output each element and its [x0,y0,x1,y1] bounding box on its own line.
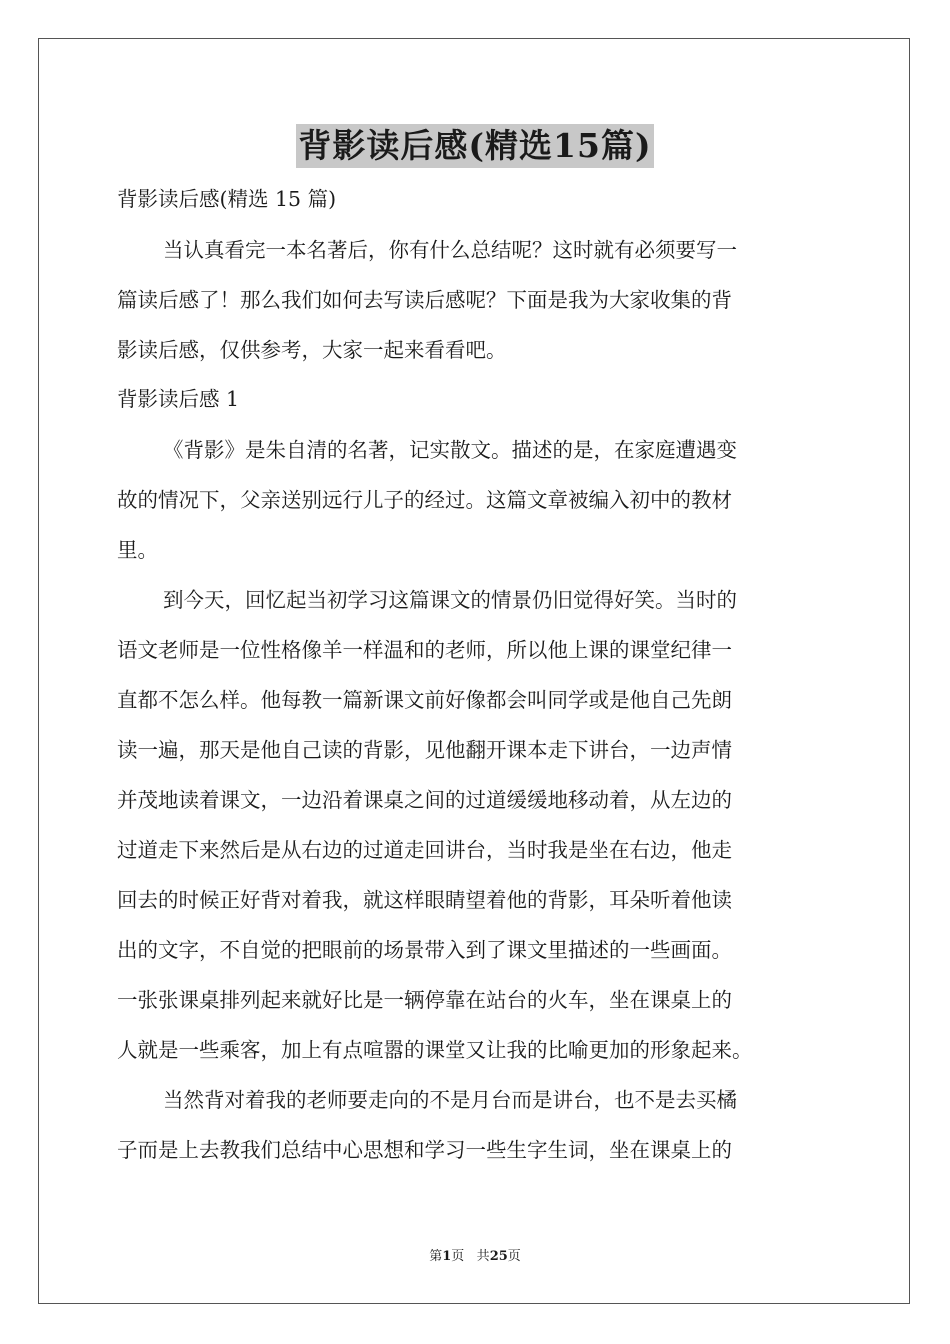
intro-line-2: 篇读后感了！那么我们如何去写读后感呢？下面是我为大家收集的背 [117,288,732,312]
paragraph1-line-2: 故的情况下，父亲送别远行儿子的经过。这篇文章被编入初中的教材 [117,488,732,512]
paragraph3-line-2: 子而是上去教我们总结中心思想和学习一些生字生词，坐在课桌上的 [117,1138,732,1162]
title-container [0,124,950,168]
footer-total-pages: 25 [489,1249,508,1264]
paragraph3-line-1: 当然背对着我的老师要走向的不是月台而是讲台，也不是去买橘 [163,1088,737,1112]
footer-total-prefix: 共 [476,1249,490,1264]
footer-page-prefix: 第 [429,1249,443,1264]
document-title: 背影读后感(精选15篇) [296,124,653,168]
footer-page-suffix: 页 [451,1249,465,1264]
paragraph2-line-8: 出的文字，不自觉的把眼前的场景带入到了课文里描述的一些画面。 [117,938,732,962]
paragraph1-line-3: 里。 [117,538,158,562]
paragraph2-line-6: 过道走下来然后是从右边的过道走回讲台，当时我是坐在右边，他走 [117,838,732,862]
paragraph2-line-3: 直都不怎么样。他每教一篇新课文前好像都会叫同学或是他自己先朗 [117,688,732,712]
paragraph2-line-7: 回去的时候正好背对着我，就这样眼睛望着他的背影，耳朵听着他读 [117,888,732,912]
paragraph2-line-9: 一张张课桌排列起来就好比是一辆停靠在站台的火车，坐在课桌上的 [117,988,732,1012]
paragraph2-line-4: 读一遍，那天是他自己读的背影，见他翻开课本走下讲台，一边声情 [117,738,732,762]
paragraph1-line-1: 《背影》是朱自清的名著，记实散文。描述的是，在家庭遭遇变 [163,438,737,462]
paragraph2-line-10: 人就是一些乘客，加上有点喧嚣的课堂又让我的比喻更加的形象起来。 [117,1038,753,1062]
intro-line-1: 当认真看完一本名著后，你有什么总结呢？这时就有必须要写一 [163,238,737,262]
document-subtitle: 背影读后感(精选 15 篇) [117,187,337,211]
paragraph2-line-1: 到今天，回忆起当初学习这篇课文的情景仍旧觉得好笑。当时的 [163,588,737,612]
paragraph2-line-5: 并茂地读着课文，一边沿着课桌之间的过道缓缓地移动着，从左边的 [117,788,732,812]
section-heading: 背影读后感 1 [117,387,240,411]
page-footer [0,1248,950,1266]
intro-line-3: 影读后感，仅供参考，大家一起来看看吧。 [117,338,507,362]
footer-total-suffix: 页 [507,1249,521,1264]
paragraph2-line-2: 语文老师是一位性格像羊一样温和的老师，所以他上课的课堂纪律一 [117,638,732,662]
footer-page-number: 1 [442,1249,452,1264]
page-border [38,38,910,1304]
